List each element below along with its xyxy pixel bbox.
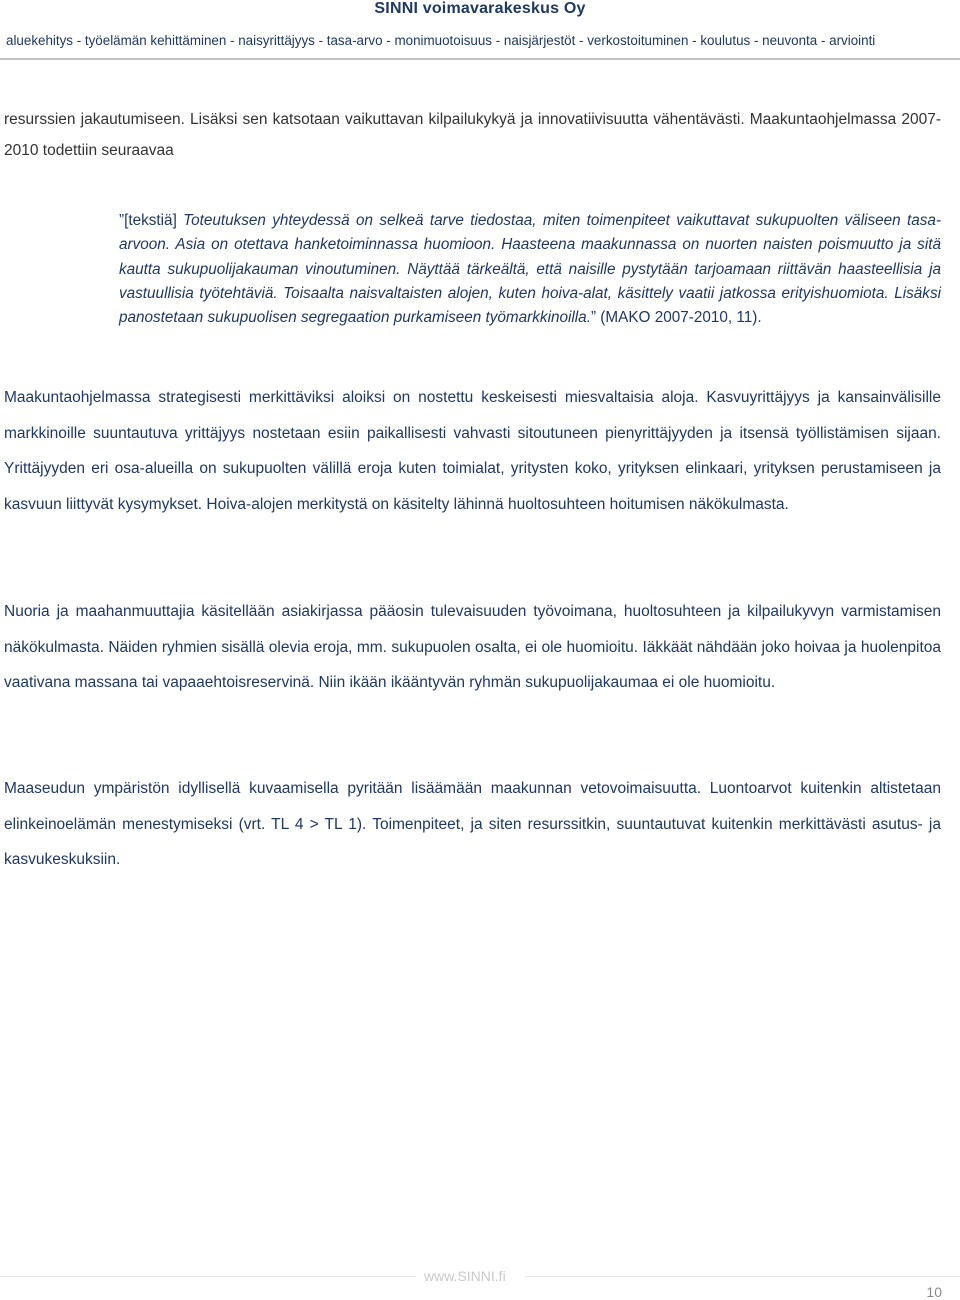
intro-paragraph: resurssien jakautumiseen. Lisäksi sen katsotaan vaikuttavan kilpailukykyä ja innovatiivisuutta vähentävästi. Maakuntaohjelmassa 2007-2010 todettiin seuraavaa	[4, 111, 941, 159]
body-paragraph: Nuoria ja maahanmuuttajia käsitellään asiakirjassa pääosin tulevaisuuden työvoimana, huoltosuhteen ja kilpailukyvyn varmistamisen näkökulmasta. Näiden ryhmien sisällä olevia eroja, mm. sukupuolen osalta, ei ole huomioitu. Iäkkäät nähdään joko hoivaa ja huolenpitoa vaativana massana tai vapaaehtoisreservinä. Niin ikään ikääntyvän ryhmän sukupuolijakaumaa ei ole huomioitu.	[4, 603, 941, 692]
quote-italic-text: Toteutuksen yhteydessä on selkeä tarve tiedostaa, miten toimenpiteet vaikuttavat sukupuolten väliseen tasa-arvoon. Asia on otettava hanketoiminnassa huomioon. Haasteena maakunnassa on nuorten naisten poismuutto ja sitä kautta sukupuolijakauman vinoutuminen. Näyttää tärkeältä, että naisille pystytään tarjoamaan riittävän haasteellisia ja vastuullisia työtehtäviä. Toisaalta naisvaltaisten alojen, kuten hoiva-alat, käsittely vaatii jatkossa erityishuomiota. Lisäksi panostetaan sukupuolisen segregaation purkamiseen työmarkkinoilla.	[119, 212, 941, 327]
quote-citation: (MAKO 2007-2010, 11).	[596, 309, 762, 327]
body-paragraph: Maakuntaohjelmassa strategisesti merkittäviksi aloiksi on nostettu keskeisesti miesvaltaisia aloja. Kasvuyrittäjyys ja kansainvälisille markkinoille suuntautuva yrittäjyys nostetaan esiin paikallisesti vahvasti sitoutuneen pienyrittäjyyden ja itsensä työllistämisen sijaan. Yrittäjyyden eri osa-alueilla on sukupuolten välillä eroja kuten toimialat, yritysten koko, yrityksen elinkaari, yrityksen perustamiseen ja kasvuun liittyvät kysymykset. Hoiva-alojen merkitystä on käsitelty lähinnä huoltosuhteen hoitumisen näkökulmasta.	[4, 389, 941, 514]
header-divider	[0, 58, 960, 60]
quote-lead: [tekstiä]	[124, 212, 184, 229]
block-quote	[119, 209, 941, 330]
footer-url: www.SINNI.fi	[424, 1268, 506, 1284]
page-number: 10	[926, 1284, 942, 1300]
body-paragraph: Maaseudun ympäristön idyllisellä kuvaamisella pyritään lisäämään maakunnan vetovoimaisuutta. Luontoarvot kuitenkin altistetaan elinkeinoelämän menestymiseksi (vrt. TL 4 > TL 1). Toimenpiteet, ja siten resurssitkin, suuntautuvat kuitenkin merkittävästi asutus- ja kasvukeskuksiin.	[4, 780, 941, 869]
quote-close-mark: ”	[590, 309, 597, 327]
header-topics-line: aluekehitys - työelämän kehittäminen - naisyrittäjyys - tasa-arvo - monimuotoisuus - naisjärjestöt - verkostoituminen - koulutus - neuvonta - arviointi	[6, 33, 876, 48]
quote-open-mark: ”	[119, 212, 125, 229]
organization-title: SINNI voimavarakeskus Oy	[374, 0, 586, 17]
